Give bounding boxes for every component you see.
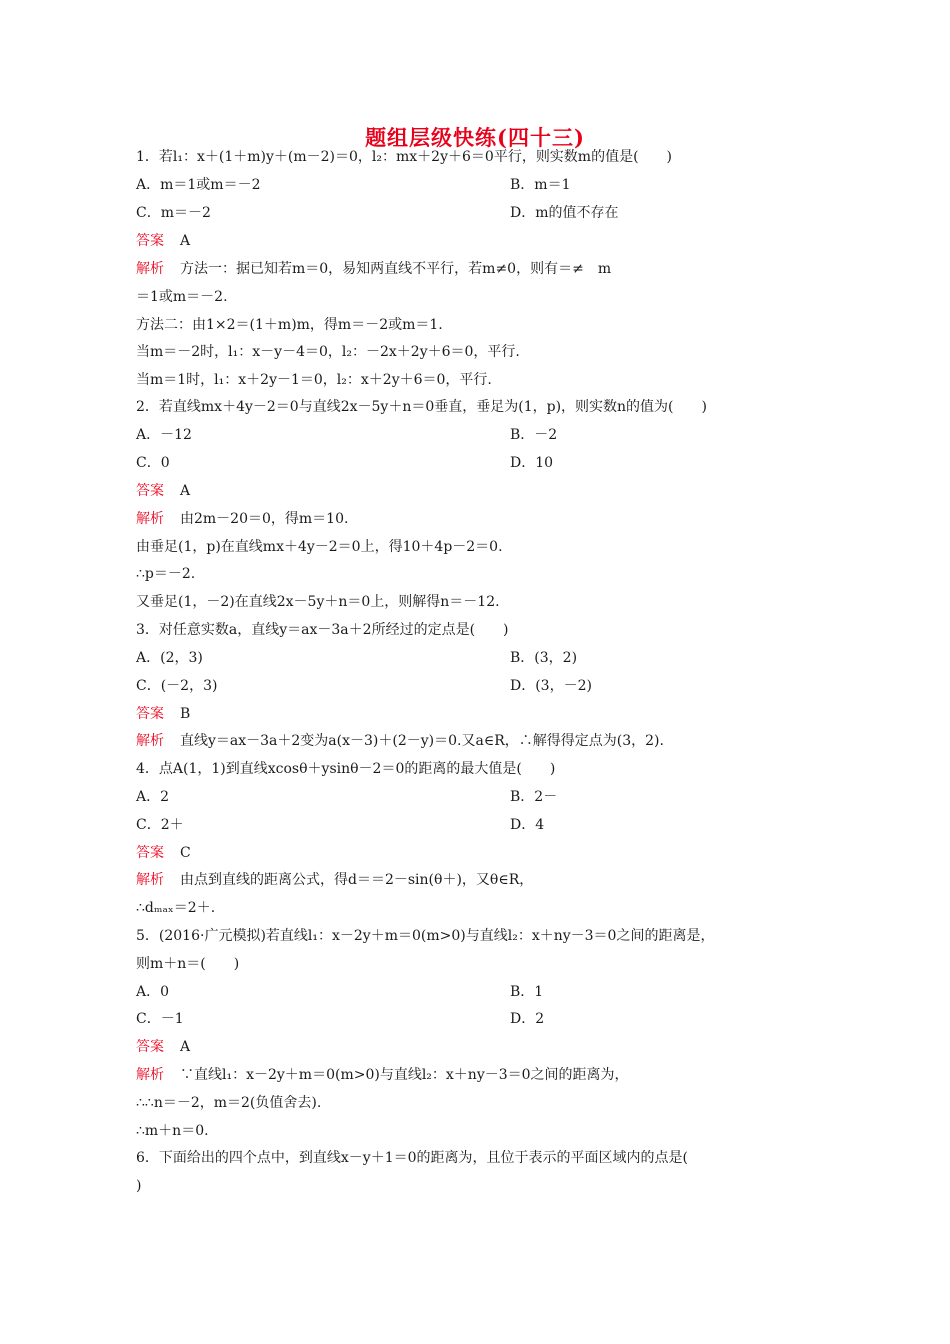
q4-answer: C [180, 845, 191, 861]
q5-stem-continued: 则m＋n＝( ) [136, 956, 240, 972]
q2-option-a: A．－12 [136, 427, 192, 443]
q5-option-b: B．1 [510, 984, 544, 1000]
q5-option-c: C．－1 [136, 1011, 184, 1027]
q5-analysis-line: ∴m＋n＝0. [136, 1123, 209, 1139]
q4-stem: 4．点A(1，1)到直线xcosθ＋ysinθ－2＝0的距离的最大值是( ) [136, 761, 556, 777]
q4-option-a: A．2 [136, 789, 170, 805]
q1-option-c: C．m＝－2 [136, 205, 211, 221]
q3-answer-row [136, 705, 816, 723]
q4-analysis-line: ∴dₘₐₓ＝2＋. [136, 900, 216, 916]
q5-stem: 5．(2016·广元模拟)若直线l₁：x－2y＋m＝0(m>0)与直线l₂：x＋ny－3＝0之间的距离是， [136, 928, 715, 944]
q2-stem: 2．若直线mx＋4y－2＝0与直线2x－5y＋n＝0垂直，垂足为(1，p)，则实数n的值为( ) [136, 399, 707, 415]
answer-label: 答案 [136, 845, 164, 861]
q3-option-d: D．(3，－2) [510, 678, 592, 694]
answer-label: 答案 [136, 483, 164, 499]
q1-analysis-line: 方法二：由1×2＝(1＋m)m，得m＝－2或m＝1. [136, 317, 443, 333]
answer-label: 答案 [136, 233, 164, 249]
q5-analysis-row [136, 1066, 816, 1084]
analysis-label: 解析 [136, 511, 164, 527]
q1-answer: A [180, 233, 191, 249]
q4-option-c: C．2＋ [136, 817, 184, 833]
q3-answer: B [180, 706, 191, 722]
q1-option-d: D．m的值不存在 [510, 205, 619, 221]
q4-analysis-row [136, 871, 816, 889]
q2-analysis-line: 由垂足(1，p)在直线mx＋4y－2＝0上，得10＋4p－2＝0. [136, 539, 503, 555]
page-title: 题组层级快练(四十三) [365, 125, 585, 150]
q5-option-d: D．2 [510, 1011, 545, 1027]
q2-option-d: D．10 [510, 455, 554, 471]
answer-label: 答案 [136, 1039, 164, 1055]
q1-analysis-line: 当m＝－2时，l₁：x－y－4＝0，l₂：－2x＋2y＋6＝0，平行. [136, 344, 520, 360]
q1-answer-row [136, 232, 816, 250]
q1-analysis-line: 方法一：据已知若m＝0，易知两直线不平行，若m≠0，则有＝≠ m [180, 261, 612, 277]
q5-answer: A [180, 1039, 191, 1055]
answer-label: 答案 [136, 706, 164, 722]
q4-answer-row [136, 844, 816, 862]
analysis-label: 解析 [136, 872, 164, 888]
q3-analysis-row [136, 732, 816, 750]
q1-analysis-line: 当m＝1时，l₁：x＋2y－1＝0，l₂：x＋2y＋6＝0，平行. [136, 372, 492, 388]
q3-option-b: B．(3，2) [510, 650, 578, 666]
q2-option-b: B．－2 [510, 427, 558, 443]
q2-analysis-line: 又垂足(1，－2)在直线2x－5y＋n＝0上，则解得n＝－12. [136, 594, 500, 610]
analysis-label: 解析 [136, 1067, 164, 1083]
q1-stem: 1．若l₁：x＋(1＋m)y＋(m－2)＝0，l₂：mx＋2y＋6＝0平行，则实数m的值是( ) [136, 149, 673, 165]
q3-option-c: C．(－2，3) [136, 678, 218, 694]
q5-answer-row [136, 1038, 816, 1056]
q4-analysis-line: 由点到直线的距离公式，得d＝＝2－sin(θ＋)，又θ∈R， [180, 872, 534, 888]
q5-option-a: A．0 [136, 984, 170, 1000]
q6-stem: 6．下面给出的四个点中，到直线x－y＋1＝0的距离为，且位于表示的平面区域内的点是( [136, 1150, 688, 1166]
q2-analysis-line: ∴p＝－2. [136, 566, 196, 582]
q3-analysis-line: 直线y＝ax－3a＋2变为a(x－3)＋(2－y)＝0.又a∈R，∴解得得定点为(3，2). [180, 733, 664, 749]
q5-analysis-line: ∴∴n＝－2，m＝2(负值舍去). [136, 1095, 322, 1111]
q2-option-c: C．0 [136, 455, 170, 471]
q1-analysis-line: ＝1或m＝－2. [136, 289, 228, 305]
q3-option-a: A．(2，3) [136, 650, 203, 666]
q2-analysis-row [136, 510, 816, 528]
q3-stem: 3．对任意实数a，直线y＝ax－3a＋2所经过的定点是( ) [136, 622, 509, 638]
q1-option-b: B．m＝1 [510, 177, 571, 193]
q1-option-a: A．m＝1或m＝－2 [136, 177, 261, 193]
q1-analysis-row [136, 260, 816, 278]
q4-option-d: D．4 [510, 817, 545, 833]
analysis-label: 解析 [136, 261, 164, 277]
q4-option-b: B．2－ [510, 789, 558, 805]
q5-analysis-line: ∵直线l₁：x－2y＋m＝0(m>0)与直线l₂：x＋ny－3＝0之间的距离为， [180, 1067, 629, 1083]
q2-answer-row [136, 482, 816, 500]
analysis-label: 解析 [136, 733, 164, 749]
q2-analysis-line: 由2m－20＝0，得m＝10. [180, 511, 349, 527]
q2-answer: A [180, 483, 191, 499]
q6-stem-continued: ) [136, 1178, 142, 1194]
